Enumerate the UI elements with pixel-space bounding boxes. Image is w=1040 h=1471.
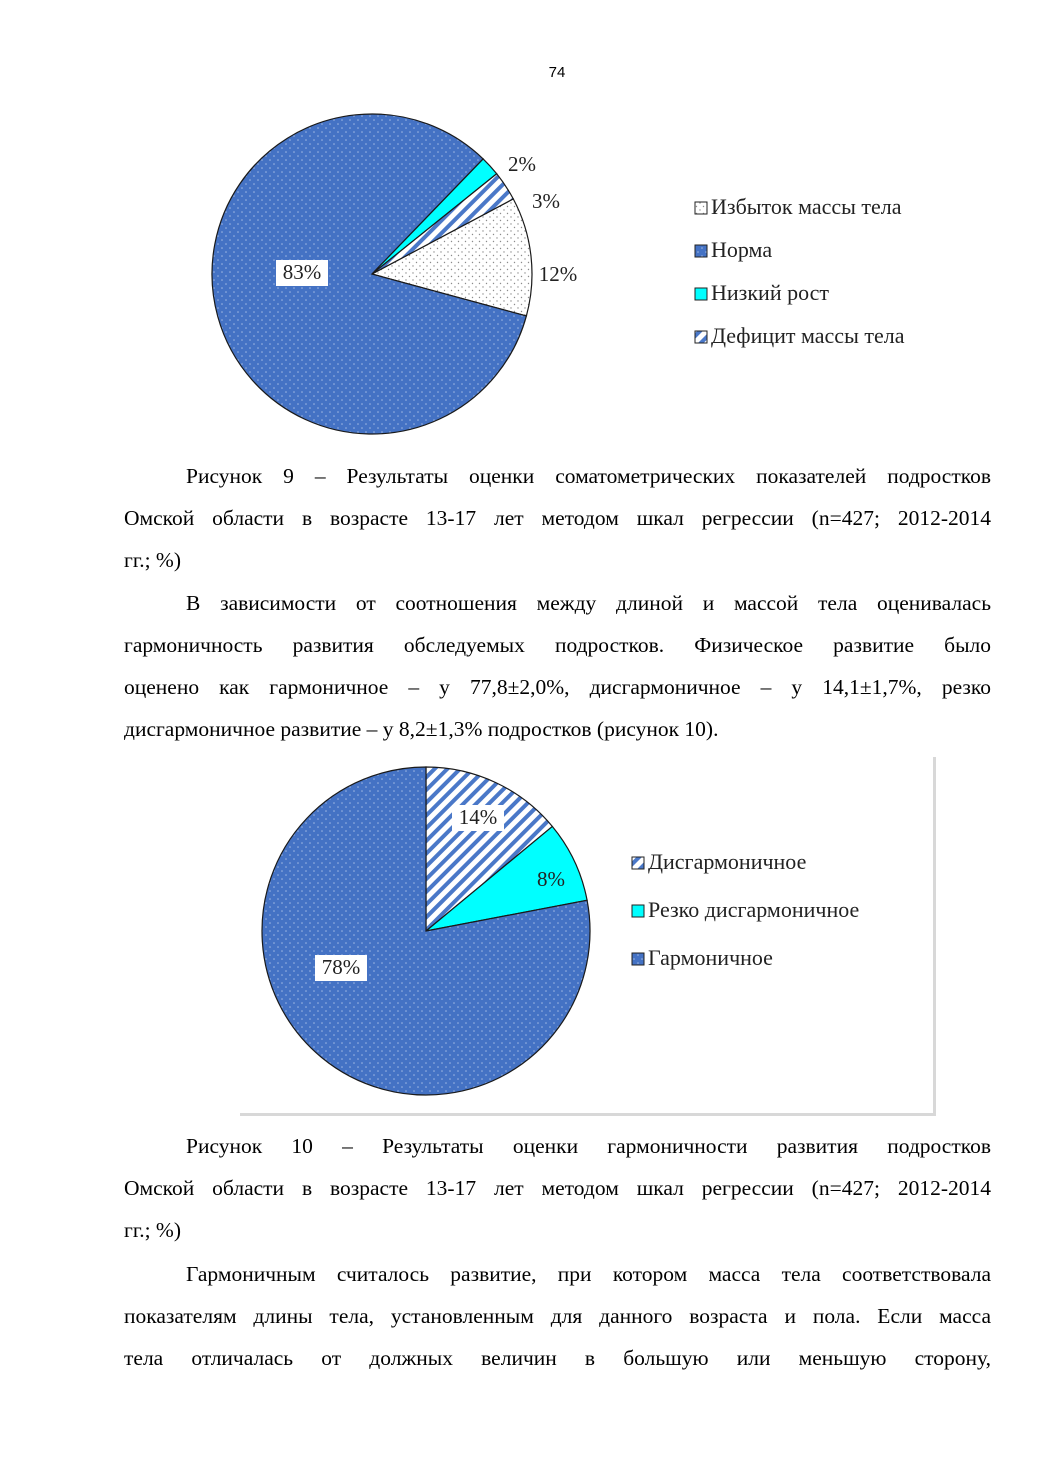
svg-text:Норма: Норма — [711, 237, 773, 262]
svg-text:Дисгармоничное: Дисгармоничное — [648, 849, 807, 874]
page-number: 74 — [548, 64, 566, 81]
svg-text:Избыток массы тела: Избыток массы тела — [711, 194, 902, 219]
paragraph-line: оценено как гармоничное – у 77,8±2,0%, дисгармоничное – у 14,1±1,7%, резко — [124, 675, 991, 699]
legend-item — [695, 280, 829, 305]
paragraph-line: показателям длины тела, установленным для данного возраста и пола. Если масса — [124, 1304, 991, 1328]
legend-item — [632, 897, 859, 922]
data-label — [276, 260, 328, 286]
paragraph-line: тела отличалась от должных величин в большую или меньшую сторону, — [124, 1346, 991, 1370]
figure-10-caption — [124, 1125, 991, 1251]
data-label — [315, 955, 367, 981]
pie-chart-1-svg — [180, 110, 980, 450]
svg-text:Резко дисгармоничное: Резко дисгармоничное — [648, 897, 860, 922]
svg-text:Низкий рост: Низкий рост — [711, 280, 830, 305]
caption-line: Рисунок 9 – Результаты оценки соматометрических показателей подростков — [186, 464, 991, 488]
paragraph-line: гармоничность развития обследуемых подростков. Физическое развитие было — [124, 633, 991, 657]
data-label — [452, 805, 504, 831]
body-paragraph-2 — [124, 1253, 991, 1379]
caption-line: Рисунок 10 – Результаты оценки гармоничности развития подростков — [186, 1134, 991, 1158]
caption-line: гг.; %) — [124, 1218, 182, 1242]
data-label — [508, 152, 536, 176]
data-label — [532, 189, 560, 213]
figure-9-caption — [124, 455, 991, 581]
svg-text:78%: 78% — [321, 955, 361, 979]
body-paragraph-1 — [124, 582, 991, 750]
svg-text:Дефицит массы тела: Дефицит массы тела — [711, 323, 905, 348]
caption-line: Омской области в возрасте 13-17 лет методом шкал регрессии (n=427; 2012-2014 — [124, 506, 991, 530]
legend-item — [632, 849, 806, 874]
svg-text:3%: 3% — [532, 189, 560, 213]
caption-line: гг.; %) — [124, 548, 182, 572]
paragraph-line: дисгармоничное развитие – у 8,2±1,3% подростков (рисунок 10). — [124, 717, 719, 741]
pie-chart-2-svg — [240, 757, 933, 1113]
paragraph-line: В зависимости от соотношения между длиной и массой тела оценивалась — [186, 591, 991, 615]
svg-text:83%: 83% — [282, 260, 322, 284]
legend-item — [695, 237, 772, 262]
svg-text:2%: 2% — [508, 152, 536, 176]
svg-text:14%: 14% — [458, 805, 498, 829]
legend-item — [632, 945, 773, 970]
pie-chart-harmony — [240, 757, 933, 1113]
paragraph-line: Гармоничным считалось развитие, при котором масса тела соответствовала — [186, 1262, 991, 1286]
data-label — [537, 867, 565, 891]
data-label — [539, 262, 578, 286]
svg-text:8%: 8% — [537, 867, 565, 891]
legend-item — [695, 323, 905, 348]
svg-text:Гармоничное: Гармоничное — [648, 945, 773, 970]
legend-item — [695, 194, 902, 219]
pie-chart-somatometric — [180, 110, 980, 450]
caption-line: Омской области в возрасте 13-17 лет методом шкал регрессии (n=427; 2012-2014 — [124, 1176, 991, 1200]
svg-text:12%: 12% — [538, 262, 578, 286]
